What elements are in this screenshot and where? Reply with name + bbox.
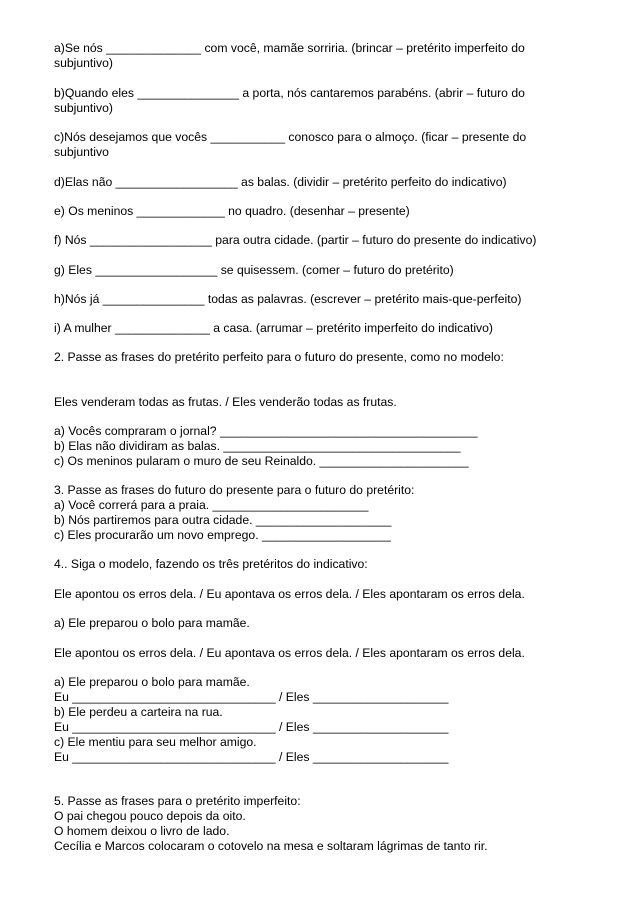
q4-item: a) Ele preparou o bolo para mamãe. bbox=[54, 675, 250, 689]
q2-instruction: 2. Passe as frases do pretérito perfeito para o futuro do presente, como no modelo: bbox=[54, 350, 504, 364]
q1a-line1: a)Se nós ______________ com você, mamãe sorriria. (brincar – pretérito imperfeito do bbox=[54, 41, 525, 55]
q1b-line1: b)Quando eles _______________ a porta, nós cantaremos parabéns. (abrir – futuro do bbox=[54, 86, 525, 100]
q1e: e) Os meninos _____________ no quadro. (desenhar – presente) bbox=[54, 204, 410, 218]
q4-example: a) Ele preparou o bolo para mamãe. bbox=[54, 616, 250, 630]
q5-item: O homem deixou o livro de lado. bbox=[54, 824, 230, 838]
q2-item: a) Vocês compraram o jornal? ______________________________________ bbox=[54, 424, 478, 438]
q1d: d)Elas não __________________ as balas. (dividir – pretérito perfeito do indicativo) bbox=[54, 175, 507, 189]
q4-instruction: 4.. Siga o modelo, fazendo os três pretéritos do indicativo: bbox=[54, 557, 368, 571]
q2-item: b) Elas não dividiram as balas. ___________________________________ bbox=[54, 439, 461, 453]
q4-model: Ele apontou os erros dela. / Eu apontava os erros dela. / Eles apontaram os erros dela. bbox=[54, 646, 525, 660]
q4-answer-line: Eu ______________________________ / Eles ____________________ bbox=[54, 690, 449, 704]
q1c-line2: subjuntivo bbox=[54, 145, 109, 159]
q3-instruction: 3. Passe as frases do futuro do presente para o futuro do pretérito: bbox=[54, 483, 415, 497]
q5-instruction: 5. Passe as frases para o pretérito imperfeito: bbox=[54, 794, 301, 808]
q3-item: c) Eles procurarão um novo emprego. ___________________ bbox=[54, 528, 391, 542]
q5-item: Cecília e Marcos colocaram o cotovelo na mesa e soltaram lágrimas de tanto rir. bbox=[54, 839, 488, 853]
q1h: h)Nós já _______________ todas as palavras. (escrever – pretérito mais-que-perfeito) bbox=[54, 292, 522, 306]
q3-item: a) Você correrá para a praia. _______________________ bbox=[54, 498, 369, 512]
q1b-line2: subjuntivo) bbox=[54, 101, 113, 115]
q5-item: O pai chegou pouco depois da oito. bbox=[54, 809, 246, 823]
q2-item: c) Os meninos pularam o muro de seu Reinaldo. ______________________ bbox=[54, 454, 469, 468]
q3-item: b) Nós partiremos para outra cidade. ____________________ bbox=[54, 513, 392, 527]
q2-model: Eles venderam todas as frutas. / Eles venderão todas as frutas. bbox=[54, 395, 397, 409]
q1c-line1: c)Nós desejamos que vocês ___________ conosco para o almoço. (ficar – presente do bbox=[54, 130, 527, 144]
q1f: f) Nós __________________ para outra cidade. (partir – futuro do presente do indicativo) bbox=[54, 233, 537, 247]
q4-answer-line: Eu ______________________________ / Eles ____________________ bbox=[54, 750, 449, 764]
q4-item: b) Ele perdeu a carteira na rua. bbox=[54, 705, 223, 719]
q1i: i) A mulher ______________ a casa. (arrumar – pretérito imperfeito do indicativo) bbox=[54, 321, 493, 335]
q1g: g) Eles __________________ se quisessem. (comer – futuro do pretérito) bbox=[54, 263, 454, 277]
q4-answer-line: Eu ______________________________ / Eles ____________________ bbox=[54, 720, 449, 734]
q1a-line2: subjuntivo) bbox=[54, 56, 113, 70]
q4-item: c) Ele mentiu para seu melhor amigo. bbox=[54, 735, 257, 749]
q4-model: Ele apontou os erros dela. / Eu apontava os erros dela. / Eles apontaram os erros dela. bbox=[54, 587, 525, 601]
